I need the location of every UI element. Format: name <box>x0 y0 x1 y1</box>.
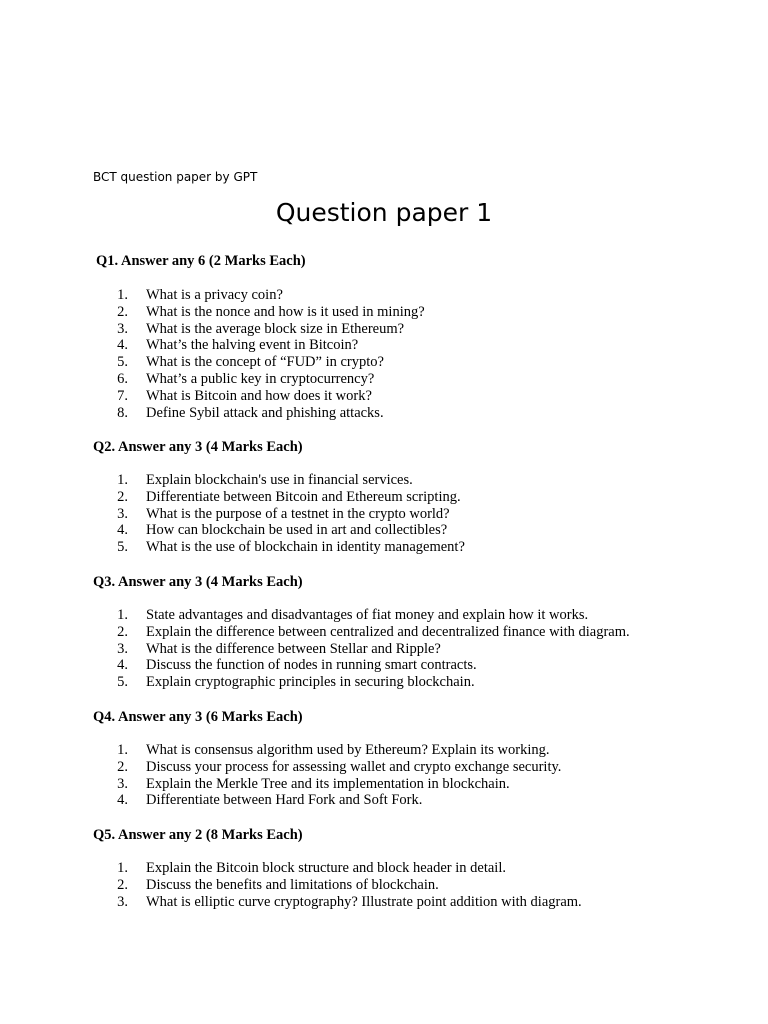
question-item <box>100 860 740 877</box>
question-text: What is the difference between Stellar and Ripple? <box>146 640 441 657</box>
question-list <box>100 742 740 809</box>
question-text: Explain the difference between centralized and decentralized finance with diagram. <box>146 623 630 640</box>
question-number: 4. <box>117 337 128 354</box>
question-number: 1. <box>117 607 128 623</box>
question-item <box>100 894 740 911</box>
question-text: Define Sybil attack and phishing attacks. <box>146 404 384 421</box>
section-heading: Q5. Answer any 2 (8 Marks Each) <box>93 827 303 843</box>
question-text: Discuss your process for assessing wallet and crypto exchange security. <box>146 758 562 775</box>
question-number: 1. <box>117 860 128 876</box>
question-item <box>100 506 740 523</box>
question-number: 4. <box>117 657 128 674</box>
question-number: 5. <box>117 539 128 556</box>
question-item <box>100 371 740 388</box>
question-number: 2. <box>117 488 128 505</box>
question-item <box>100 405 740 422</box>
question-text: What is consensus algorithm used by Ethereum? Explain its working. <box>146 742 550 758</box>
question-text: Discuss the function of nodes in running smart contracts. <box>146 657 477 674</box>
question-text: What is a privacy coin? <box>146 287 283 303</box>
question-item <box>100 624 740 641</box>
question-text: What’s a public key in cryptocurrency? <box>146 370 375 387</box>
question-item <box>100 321 740 338</box>
section-heading: Q4. Answer any 3 (6 Marks Each) <box>93 709 303 725</box>
question-item <box>100 388 740 405</box>
question-item <box>100 641 740 658</box>
question-item <box>100 792 740 809</box>
question-list <box>100 860 740 910</box>
question-item <box>100 287 740 304</box>
question-list <box>100 287 740 421</box>
question-number: 2. <box>117 758 128 775</box>
question-text: Explain the Bitcoin block structure and block header in detail. <box>146 860 506 876</box>
question-number: 6. <box>117 370 128 387</box>
question-number: 5. <box>117 354 128 371</box>
question-item <box>100 674 740 691</box>
question-text: Discuss the benefits and limitations of blockchain. <box>146 876 439 893</box>
question-number: 3. <box>117 640 128 657</box>
question-number: 7. <box>117 387 128 404</box>
question-text: Explain the Merkle Tree and its implementation in blockchain. <box>146 775 510 792</box>
question-number: 1. <box>117 472 128 488</box>
question-number: 2. <box>117 876 128 893</box>
question-number: 8. <box>117 404 128 421</box>
question-text: What is the concept of “FUD” in crypto? <box>146 354 384 371</box>
question-text: What is Bitcoin and how does it work? <box>146 387 372 404</box>
question-text: What is the use of blockchain in identity management? <box>146 539 465 556</box>
question-text: Explain blockchain's use in financial services. <box>146 472 413 488</box>
question-number: 3. <box>117 775 128 792</box>
question-number: 2. <box>117 623 128 640</box>
question-number: 4. <box>117 522 128 539</box>
question-text: What’s the halving event in Bitcoin? <box>146 337 359 354</box>
section-heading: Q3. Answer any 3 (4 Marks Each) <box>93 574 303 590</box>
question-text: What is the purpose of a testnet in the crypto world? <box>146 505 450 522</box>
question-text: Differentiate between Bitcoin and Ethereum scripting. <box>146 488 461 505</box>
question-text: What is elliptic curve cryptography? Illustrate point addition with diagram. <box>146 893 582 910</box>
question-list <box>100 472 740 556</box>
section-heading: Q2. Answer any 3 (4 Marks Each) <box>93 439 303 455</box>
question-item <box>100 776 740 793</box>
question-number: 1. <box>117 742 128 758</box>
question-number: 4. <box>117 792 128 809</box>
section-heading: Q1. Answer any 6 (2 Marks Each) <box>96 253 306 269</box>
question-text: State advantages and disadvantages of fiat money and explain how it works. <box>146 607 589 623</box>
question-list <box>100 607 740 691</box>
page-title: Question paper 1 <box>275 198 493 227</box>
question-item <box>100 472 740 489</box>
question-item <box>100 607 740 624</box>
header-note: BCT question paper by GPT <box>93 170 258 184</box>
question-number: 5. <box>117 674 128 691</box>
question-item <box>100 539 740 556</box>
question-item <box>100 489 740 506</box>
question-item <box>100 759 740 776</box>
question-item <box>100 337 740 354</box>
question-text: Explain cryptographic principles in securing blockchain. <box>146 674 475 691</box>
question-text: What is the average block size in Ethereum? <box>146 320 405 337</box>
question-item <box>100 522 740 539</box>
question-item <box>100 877 740 894</box>
question-item <box>100 742 740 759</box>
question-text: How can blockchain be used in art and collectibles? <box>146 522 448 539</box>
question-text: Differentiate between Hard Fork and Soft Fork. <box>146 792 423 809</box>
question-number: 2. <box>117 303 128 320</box>
question-number: 3. <box>117 505 128 522</box>
question-number: 3. <box>117 320 128 337</box>
question-item <box>100 304 740 321</box>
question-item <box>100 354 740 371</box>
question-text: What is the nonce and how is it used in mining? <box>146 303 425 320</box>
question-number: 1. <box>117 287 128 303</box>
question-item <box>100 657 740 674</box>
question-number: 3. <box>117 893 128 910</box>
